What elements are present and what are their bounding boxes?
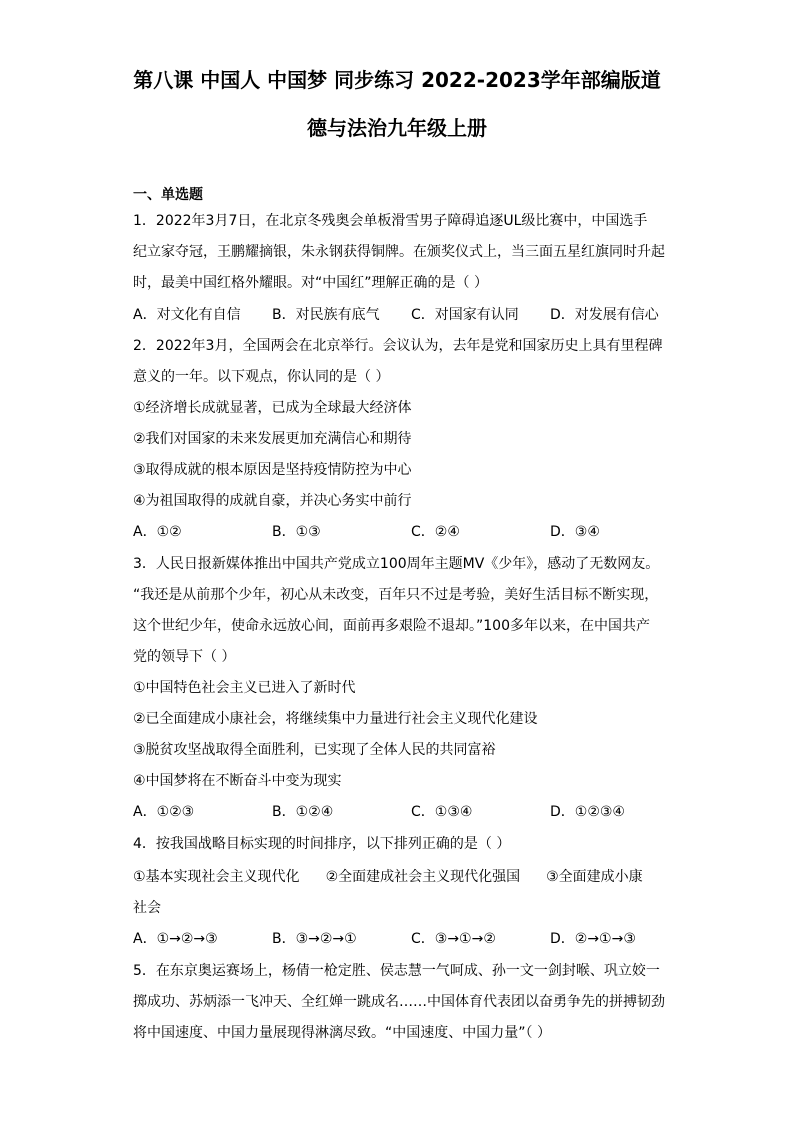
question-4-items — [133, 868, 643, 886]
question-5-line: 5．在东京奥运赛场上，杨倩一枪定胜、侯志慧一气呵成、孙一文一剑封喉、巩立姣一 — [133, 963, 660, 979]
question-2-statement: ①经济增长成就显著，已成为全球最大经济体 — [133, 400, 412, 416]
question-2-statement: ②我们对国家的未来发展更加充满信心和期待 — [133, 431, 412, 447]
question-4-line: 4．按我国战略目标实现的时间排序，以下排列正确的是（ ） — [133, 836, 511, 852]
question-4-option-d: D．②→①→③ — [550, 931, 636, 947]
question-5-line: 将中国速度、中国力量展现得淋漓尽致。“中国速度、中国力量”（ ） — [133, 1025, 551, 1041]
question-1-option-a: A．对文化有自信 — [133, 307, 241, 323]
question-3-line: 3．人民日报新媒体推出中国共产党成立100周年主题MV《少年》，感动了无数网友。 — [133, 556, 660, 572]
question-1-option-b: B．对民族有底气 — [272, 307, 380, 323]
question-4-item-2: ②全面建成社会主义现代化强国 — [325, 869, 521, 885]
question-2-option-d: D．③④ — [550, 524, 600, 540]
document-title-line2: 德与法治九年级上册 — [307, 116, 487, 140]
question-2-statement: ③取得成就的根本原因是坚持疫情防控为中心 — [133, 462, 412, 478]
question-4-item-continuation: 社会 — [133, 900, 161, 916]
question-3-option-c: C．①③④ — [411, 804, 473, 820]
question-3-statement: ④中国梦将在不断奋斗中变为现实 — [133, 773, 342, 789]
document-title-line1: 第八课 中国人 中国梦 同步练习 2022-2023学年部编版道 — [133, 68, 661, 92]
section-heading: 一、单选题 — [133, 187, 203, 203]
question-5-line: 掷成功、苏炳添一飞冲天、全红婵一跳成名……中国体育代表团以奋勇争先的拼搏韧劲 — [133, 994, 665, 1010]
question-3-option-d: D．①②③④ — [550, 804, 625, 820]
question-3-statement: ③脱贫攻坚战取得全面胜利，已实现了全体人民的共同富裕 — [133, 742, 496, 758]
question-3-statement: ②已全面建成小康社会，将继续集中力量进行社会主义现代化建设 — [133, 711, 538, 727]
question-1-line: 1．2022年3月7日，在北京冬残奥会单板滑雪男子障碍追逐UL级比赛中，中国选手 — [133, 213, 648, 229]
question-2-option-b: B．①③ — [272, 524, 321, 540]
question-1-line: 纪立家夺冠，王鹏耀摘银，朱永钢获得铜牌。在颁奖仪式上，当三面五星红旗同时升起 — [133, 244, 665, 260]
question-3-statement: ①中国特色社会主义已进入了新时代 — [133, 680, 356, 696]
question-3-line: 这个世纪少年，使命永远放心间，面前再多艰险不退却。”100多年以来，在中国共产 — [133, 618, 650, 634]
question-3-option-b: B．①②④ — [272, 804, 334, 820]
question-3-line: 党的领导下（ ） — [133, 649, 236, 665]
question-4-item-1: ①基本实现社会主义现代化 — [133, 869, 300, 885]
question-4-option-a: A．①→②→③ — [133, 931, 218, 947]
question-2-option-c: C．②④ — [411, 524, 460, 540]
question-3-option-a: A．①②③ — [133, 804, 195, 820]
question-1-option-c: C．对国家有认同 — [411, 307, 519, 323]
question-1-line: 时，最美中国红格外耀眼。对“中国红”理解正确的是（ ） — [133, 275, 488, 291]
question-4-option-c: C．③→①→② — [411, 931, 496, 947]
question-2-option-a: A．①② — [133, 524, 182, 540]
question-3-line: “我还是从前那个少年，初心从未改变，百年只不过是考验，美好生活目标不断实现， — [133, 587, 659, 603]
question-4-item-3: ③全面建成小康 — [546, 869, 643, 885]
question-2-statement: ④为祖国取得的成就自豪，并决心务实中前行 — [133, 493, 412, 509]
question-4-option-b: B．③→②→① — [272, 931, 357, 947]
question-1-option-d: D．对发展有信心 — [550, 307, 659, 323]
question-2-line: 意义的一年。以下观点，你认同的是（ ） — [133, 369, 390, 385]
question-2-line: 2．2022年3月，全国两会在北京举行。会议认为，去年是党和国家历史上具有里程碑 — [133, 338, 663, 354]
